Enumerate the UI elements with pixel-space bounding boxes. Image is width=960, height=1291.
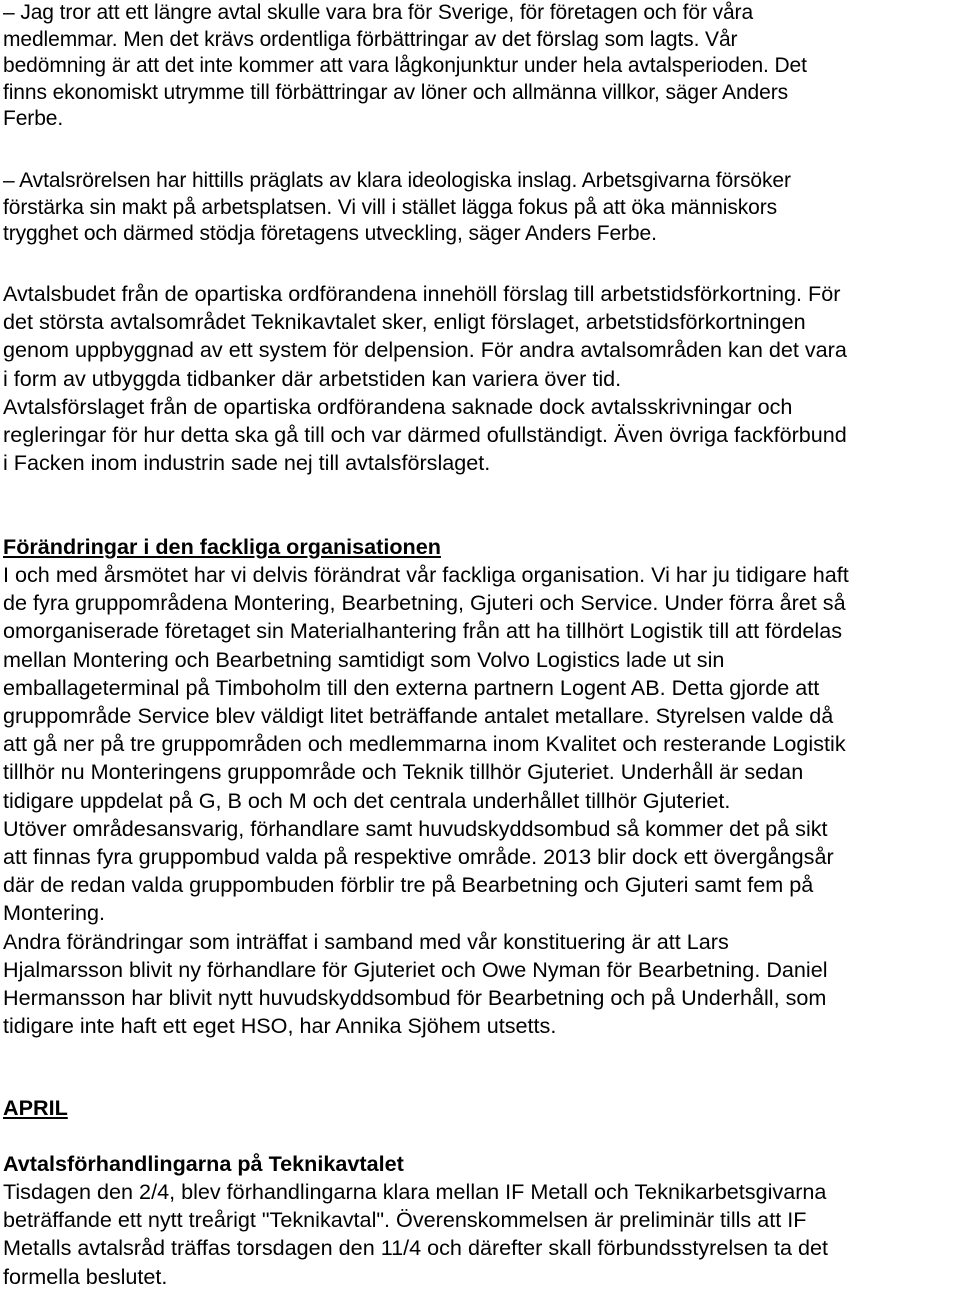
paragraph-teknikavtalet [3,1178,958,1291]
text-line: mellan Montering och Bearbetning samtidigt som Volvo Logistics lade ut sin [3,646,725,672]
text-line: Hermansson har blivit nytt huvudskyddsombud för Bearbetning och på Underhåll, som [3,985,827,1011]
month-heading-april: APRIL [3,1095,68,1120]
section-heading-teknikavtalet: Avtalsförhandlingarna på Teknikavtalet [3,1151,404,1176]
text-line: genom uppbyggnad av ett system för delpension. För andra avtalsområden kan det vara [3,337,847,363]
text-line: finns ekonomiskt utrymme till förbättringar av löner och allmänna villkor, säger Anders [3,80,788,104]
paragraph-quote-2 [3,168,953,248]
text-line: Tisdagen den 2/4, blev förhandlingarna klara mellan IF Metall och Teknikarbetsgivarna [3,1179,827,1204]
text-line: Andra förändringar som inträffat i samband med vår konstituering är att Lars [3,928,729,954]
text-line: emballageterminal på Timboholm till den externa partnern Logent AB. Detta gjorde att [3,674,820,700]
text-line: tidigare inte haft ett eget HSO, har Annika Sjöhem utsetts. [3,1013,557,1039]
text-line: Ferbe. [3,107,64,130]
text-line: – Jag tror att ett längre avtal skulle vara bra för Sverige, för företagen och för våra [3,1,754,24]
text-line: gruppområde Service blev väldigt litet beträffande antalet metallare. Styrelsen valde då [3,703,834,729]
text-line: i Facken inom industrin sade nej till avtalsförslaget. [3,450,491,476]
text-line: medlemmar. Men det krävs ordentliga förbättringar av det förslag som lagts. Vår [3,27,738,51]
text-line: omorganiserade företaget sin Materialhantering från att ha tillhört Logistik till att fördelas [3,618,843,644]
text-line: Avtalsförslaget från de opartiska ordförandena saknade dock avtalsskrivningar och [3,393,793,419]
text-line: – Avtalsrörelsen har hittills präglats av klara ideologiska inslag. Arbetsgivarna försöker [3,169,791,192]
text-line: Utöver områdesansvarig, förhandlare samt huvudskyddsombud så kommer det på sikt [3,815,828,841]
section-heading-organisation: Förändringar i den fackliga organisationen [3,534,441,559]
text-line: regleringar för hur detta ska gå till och var därmed ofullständigt. Även övriga fackförbund [3,422,847,448]
text-line: i form av utbyggda tidbanker där arbetstiden kan variera över tid. [3,365,622,391]
text-line: att gå ner på tre gruppområden och medlemmarna inom Kvalitet och resterande Logistik [3,731,846,757]
text-line: Metalls avtalsråd träffas torsdagen den 11/4 och därefter skall förbundsstyrelsen ta det [3,1235,829,1261]
text-line: Hjalmarsson blivit ny förhandlare för Gjuteriet och Owe Nyman för Bearbetning. Daniel [3,956,828,982]
text-line: formella beslutet. [3,1263,168,1289]
text-line: att finnas fyra gruppombud valda på respektive område. 2013 blir dock ett övergångsår [3,844,834,870]
text-line: trygghet och därmed stödja företagens utveckling, säger Anders Ferbe. [3,222,657,245]
text-line: de fyra gruppområdena Montering, Bearbetning, Gjuteri och Service. Under förra året så [3,590,846,616]
text-line: beträffande ett nytt treårigt "Teknikavtal". Överenskommelsen är preliminär tills att IF [3,1207,807,1233]
text-line: Montering. [3,900,106,926]
text-line: tidigare uppdelat på G, B och M och det centrala underhållet tillhör Gjuteriet. [3,787,731,813]
paragraph-avtalsbud [3,280,958,477]
text-line: bedömning är att det inte kommer att vara lågkonjunktur under hela avtalsperioden. Det [3,54,807,77]
text-line: I och med årsmötet har vi delvis förändrat vår fackliga organisation. Vi har ju tidigare haft [3,562,849,587]
text-line: förstärka sin makt på arbetsplatsen. Vi vill i stället lägga fokus på att öka människors [3,195,778,219]
paragraph-organisation [3,561,958,1040]
paragraph-quote-1 [3,0,953,133]
text-line: Avtalsbudet från de opartiska ordförandena innehöll förslag till arbetstidsförkortning. För [3,281,841,306]
text-line: där de redan valda gruppombuden förblir tre på Bearbetning och Gjuteri samt fem på [3,872,814,898]
text-line: tillhör nu Monteringens gruppområde och Teknik tillhör Gjuteriet. Underhåll är sedan [3,759,804,785]
text-line: det största avtalsområdet Teknikavtalet sker, enligt förslaget, arbetstidsförkortningen [3,309,806,335]
